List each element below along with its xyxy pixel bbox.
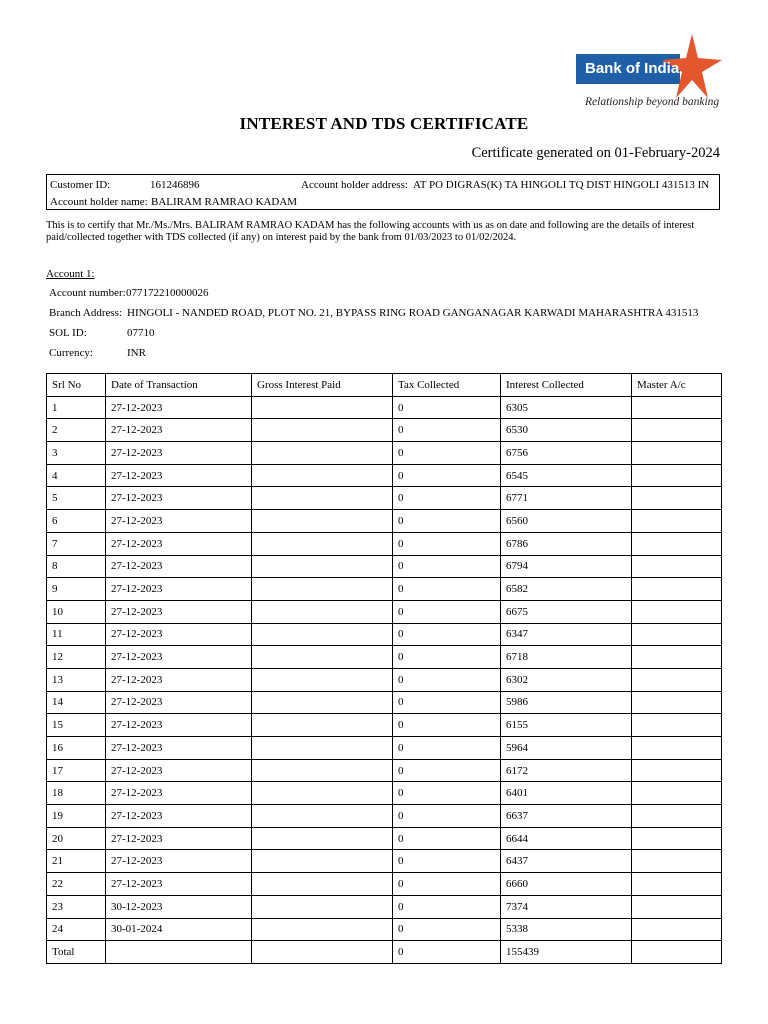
cell-tax: 0 bbox=[393, 759, 501, 782]
cell-interest: 6718 bbox=[501, 646, 632, 669]
cell-gross-interest bbox=[252, 442, 393, 465]
cell-date: 27-12-2023 bbox=[106, 532, 252, 555]
cell-tax: 0 bbox=[393, 782, 501, 805]
cell-date: 27-12-2023 bbox=[106, 578, 252, 601]
table-row bbox=[47, 668, 722, 691]
cell-date: 27-12-2023 bbox=[106, 600, 252, 623]
table-row bbox=[47, 487, 722, 510]
cell-gross-interest bbox=[252, 873, 393, 896]
cell-interest: 6756 bbox=[501, 442, 632, 465]
cell-date: 27-12-2023 bbox=[106, 646, 252, 669]
cell-interest: 6786 bbox=[501, 532, 632, 555]
cell-gross-interest bbox=[252, 623, 393, 646]
cell-date: 27-12-2023 bbox=[106, 759, 252, 782]
table-row bbox=[47, 805, 722, 828]
cell-tax: 0 bbox=[393, 487, 501, 510]
cell-date: 27-12-2023 bbox=[106, 850, 252, 873]
cell-date: 30-01-2024 bbox=[106, 918, 252, 941]
cell-master-ac bbox=[632, 737, 722, 760]
cell-date: 27-12-2023 bbox=[106, 396, 252, 419]
cell-master-ac bbox=[632, 782, 722, 805]
customer-address: AT PO DIGRAS(K) TA HINGOLI TQ DIST HINGOLI 431513 IN bbox=[413, 179, 710, 191]
cell-interest: 6660 bbox=[501, 873, 632, 896]
cell-interest: 6305 bbox=[501, 396, 632, 419]
cell-master-ac bbox=[632, 578, 722, 601]
cell-tax: 0 bbox=[393, 464, 501, 487]
header-date: Date of Transaction bbox=[106, 374, 252, 397]
cell-gross-interest bbox=[252, 941, 393, 964]
cell-master-ac bbox=[632, 895, 722, 918]
cell-tax: 0 bbox=[393, 668, 501, 691]
cell-interest: 6347 bbox=[501, 623, 632, 646]
cell-gross-interest bbox=[252, 759, 393, 782]
cell-master-ac bbox=[632, 396, 722, 419]
currency: INR bbox=[127, 347, 146, 359]
cell-date: 27-12-2023 bbox=[106, 782, 252, 805]
cell-date: 27-12-2023 bbox=[106, 510, 252, 533]
cell-date: 27-12-2023 bbox=[106, 873, 252, 896]
branch-address-label: Branch Address: bbox=[49, 307, 123, 319]
cell-tax: 0 bbox=[393, 646, 501, 669]
cell-interest: 6637 bbox=[501, 805, 632, 828]
cell-date: 27-12-2023 bbox=[106, 487, 252, 510]
header-srl-no: Srl No bbox=[47, 374, 106, 397]
cell-gross-interest bbox=[252, 714, 393, 737]
cell-srl-no: 16 bbox=[47, 737, 106, 760]
cell-tax: 0 bbox=[393, 918, 501, 941]
customer-id: 161246896 bbox=[150, 179, 200, 191]
cell-date: 27-12-2023 bbox=[106, 419, 252, 442]
table-row bbox=[47, 555, 722, 578]
cell-gross-interest bbox=[252, 600, 393, 623]
cell-gross-interest bbox=[252, 668, 393, 691]
header-master-ac: Master A/c bbox=[632, 374, 722, 397]
table-body bbox=[47, 396, 722, 963]
cell-date: 27-12-2023 bbox=[106, 555, 252, 578]
table-row bbox=[47, 646, 722, 669]
cell-date: 27-12-2023 bbox=[106, 668, 252, 691]
cell-master-ac bbox=[632, 646, 722, 669]
cell-tax: 0 bbox=[393, 895, 501, 918]
customer-id-label: Customer ID: bbox=[50, 179, 111, 191]
cell-interest: 7374 bbox=[501, 895, 632, 918]
cell-interest: 6302 bbox=[501, 668, 632, 691]
cell-gross-interest bbox=[252, 646, 393, 669]
cell-tax: 0 bbox=[393, 442, 501, 465]
cell-srl-no: 18 bbox=[47, 782, 106, 805]
cell-interest: 155439 bbox=[501, 941, 632, 964]
cell-srl-no: 24 bbox=[47, 918, 106, 941]
cell-tax: 0 bbox=[393, 396, 501, 419]
cell-master-ac bbox=[632, 623, 722, 646]
cell-interest: 5964 bbox=[501, 737, 632, 760]
cell-tax: 0 bbox=[393, 714, 501, 737]
cell-master-ac bbox=[632, 555, 722, 578]
cell-srl-no: 3 bbox=[47, 442, 106, 465]
cell-gross-interest bbox=[252, 396, 393, 419]
cell-date: 27-12-2023 bbox=[106, 714, 252, 737]
cell-tax: 0 bbox=[393, 827, 501, 850]
table-row bbox=[47, 714, 722, 737]
cell-interest: 6437 bbox=[501, 850, 632, 873]
cell-tax: 0 bbox=[393, 419, 501, 442]
transactions-table bbox=[46, 373, 722, 964]
table-row bbox=[47, 578, 722, 601]
cell-interest: 6155 bbox=[501, 714, 632, 737]
cell-interest: 6530 bbox=[501, 419, 632, 442]
table-row bbox=[47, 442, 722, 465]
account-number-label: Account number: bbox=[49, 287, 126, 299]
cell-srl-no: 1 bbox=[47, 396, 106, 419]
address-label: Account holder address: bbox=[301, 179, 408, 191]
cell-interest: 6771 bbox=[501, 487, 632, 510]
cell-srl-no: 11 bbox=[47, 623, 106, 646]
table-row bbox=[47, 737, 722, 760]
cell-interest: 6545 bbox=[501, 464, 632, 487]
table-row bbox=[47, 759, 722, 782]
cell-srl-no: 13 bbox=[47, 668, 106, 691]
cell-srl-no: 19 bbox=[47, 805, 106, 828]
header-gross-interest: Gross Interest Paid bbox=[252, 374, 393, 397]
cell-tax: 0 bbox=[393, 600, 501, 623]
holder-name-label: Account holder name: bbox=[50, 196, 148, 208]
cell-master-ac bbox=[632, 714, 722, 737]
cell-master-ac bbox=[632, 668, 722, 691]
cell-master-ac bbox=[632, 918, 722, 941]
cell-srl-no: 10 bbox=[47, 600, 106, 623]
table-row bbox=[47, 873, 722, 896]
table-row bbox=[47, 419, 722, 442]
cell-tax: 0 bbox=[393, 555, 501, 578]
cell-srl-no: 22 bbox=[47, 873, 106, 896]
cell-tax: 0 bbox=[393, 850, 501, 873]
cell-master-ac bbox=[632, 510, 722, 533]
cell-date: 27-12-2023 bbox=[106, 623, 252, 646]
cell-date: 27-12-2023 bbox=[106, 464, 252, 487]
cell-srl-no: 15 bbox=[47, 714, 106, 737]
cell-interest: 6560 bbox=[501, 510, 632, 533]
cell-master-ac bbox=[632, 691, 722, 714]
cell-master-ac bbox=[632, 442, 722, 465]
cell-master-ac bbox=[632, 600, 722, 623]
table-row bbox=[47, 918, 722, 941]
bank-tagline: Relationship beyond banking bbox=[585, 96, 720, 108]
branch-address: HINGOLI - NANDED ROAD, PLOT NO. 21, BYPASS RING ROAD GANGANAGAR KARWADI MAHARASHTRA 431513 bbox=[127, 307, 699, 319]
table-header-row bbox=[47, 374, 722, 397]
cell-interest: 6582 bbox=[501, 578, 632, 601]
cell-srl-no: 2 bbox=[47, 419, 106, 442]
cell-master-ac bbox=[632, 805, 722, 828]
cell-tax: 0 bbox=[393, 873, 501, 896]
cell-gross-interest bbox=[252, 782, 393, 805]
cell-tax: 0 bbox=[393, 941, 501, 964]
account-number: 077172210000026 bbox=[126, 287, 209, 299]
cell-srl-no: 20 bbox=[47, 827, 106, 850]
cell-tax: 0 bbox=[393, 510, 501, 533]
cell-date: 27-12-2023 bbox=[106, 691, 252, 714]
cell-interest: 6644 bbox=[501, 827, 632, 850]
cell-srl-no: 7 bbox=[47, 532, 106, 555]
customer-info-box bbox=[46, 174, 720, 210]
cell-tax: 0 bbox=[393, 578, 501, 601]
currency-label: Currency: bbox=[49, 347, 93, 359]
cell-srl-no: 14 bbox=[47, 691, 106, 714]
cell-gross-interest bbox=[252, 691, 393, 714]
cell-gross-interest bbox=[252, 827, 393, 850]
cell-gross-interest bbox=[252, 805, 393, 828]
cell-master-ac bbox=[632, 464, 722, 487]
cell-tax: 0 bbox=[393, 623, 501, 646]
table-row bbox=[47, 396, 722, 419]
header-interest-collected: Interest Collected bbox=[501, 374, 632, 397]
cell-srl-no: 23 bbox=[47, 895, 106, 918]
cell-tax: 0 bbox=[393, 805, 501, 828]
cell-master-ac bbox=[632, 941, 722, 964]
cell-date: 27-12-2023 bbox=[106, 827, 252, 850]
page-title: INTEREST AND TDS CERTIFICATE bbox=[239, 114, 529, 133]
cell-date: 27-12-2023 bbox=[106, 805, 252, 828]
holder-name: BALIRAM RAMRAO KADAM bbox=[151, 196, 298, 208]
cell-gross-interest bbox=[252, 850, 393, 873]
cell-srl-no: 5 bbox=[47, 487, 106, 510]
cell-srl-no: 21 bbox=[47, 850, 106, 873]
cell-date: 27-12-2023 bbox=[106, 737, 252, 760]
sol-id: 07710 bbox=[127, 327, 155, 339]
cell-interest: 5338 bbox=[501, 918, 632, 941]
cell-srl-no: 8 bbox=[47, 555, 106, 578]
cell-srl-no: 6 bbox=[47, 510, 106, 533]
cell-date: 27-12-2023 bbox=[106, 442, 252, 465]
generated-date: Certificate generated on 01-February-2024 bbox=[471, 145, 720, 161]
table-row bbox=[47, 691, 722, 714]
cell-master-ac bbox=[632, 827, 722, 850]
cell-tax: 0 bbox=[393, 691, 501, 714]
total-row bbox=[47, 941, 722, 964]
cell-srl-no: 4 bbox=[47, 464, 106, 487]
table-row bbox=[47, 850, 722, 873]
cell-gross-interest bbox=[252, 419, 393, 442]
table-row bbox=[47, 510, 722, 533]
cell-interest: 6401 bbox=[501, 782, 632, 805]
table-row bbox=[47, 782, 722, 805]
cell-master-ac bbox=[632, 419, 722, 442]
cell-gross-interest bbox=[252, 578, 393, 601]
cell-srl-no: 17 bbox=[47, 759, 106, 782]
account-heading: Account 1: bbox=[46, 268, 95, 280]
cell-interest: 6794 bbox=[501, 555, 632, 578]
cell-tax: 0 bbox=[393, 532, 501, 555]
cell-gross-interest bbox=[252, 487, 393, 510]
cell-master-ac bbox=[632, 873, 722, 896]
cell-gross-interest bbox=[252, 555, 393, 578]
sol-id-label: SOL ID: bbox=[49, 327, 87, 339]
cell-interest: 6675 bbox=[501, 600, 632, 623]
cell-interest: 6172 bbox=[501, 759, 632, 782]
bank-name: Bank of India bbox=[585, 60, 680, 77]
table-row bbox=[47, 895, 722, 918]
cell-gross-interest bbox=[252, 510, 393, 533]
cell-master-ac bbox=[632, 532, 722, 555]
cell-date: 30-12-2023 bbox=[106, 895, 252, 918]
table-row bbox=[47, 600, 722, 623]
table-row bbox=[47, 464, 722, 487]
cell-master-ac bbox=[632, 487, 722, 510]
cell-srl-no: Total bbox=[47, 941, 106, 964]
cell-master-ac bbox=[632, 850, 722, 873]
table-row bbox=[47, 623, 722, 646]
cell-srl-no: 9 bbox=[47, 578, 106, 601]
cell-date bbox=[106, 941, 252, 964]
cell-gross-interest bbox=[252, 918, 393, 941]
table-row bbox=[47, 532, 722, 555]
cell-gross-interest bbox=[252, 532, 393, 555]
header-tax-collected: Tax Collected bbox=[393, 374, 501, 397]
bank-logo bbox=[576, 34, 724, 114]
cell-gross-interest bbox=[252, 895, 393, 918]
cell-tax: 0 bbox=[393, 737, 501, 760]
table-row bbox=[47, 827, 722, 850]
cell-srl-no: 12 bbox=[47, 646, 106, 669]
cell-gross-interest bbox=[252, 737, 393, 760]
cell-master-ac bbox=[632, 759, 722, 782]
cell-gross-interest bbox=[252, 464, 393, 487]
certification-text: This is to certify that Mr./Ms./Mrs. BALIRAM RAMRAO KADAM has the following accounts with us as on date and following are the details of interest paid/collected together with TDS collected (if any) on interest paid by the bank from 01/03/2023 to 01/02/2024. bbox=[46, 220, 695, 243]
cell-interest: 5986 bbox=[501, 691, 632, 714]
